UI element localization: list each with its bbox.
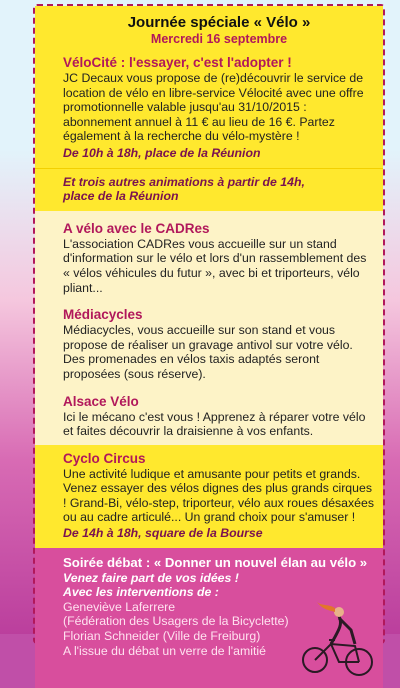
section-intro	[35, 168, 383, 211]
section-cadres	[35, 211, 383, 301]
speaker-name: Florian Schneider (Ville de Freiburg)	[63, 629, 261, 644]
section-schedule: De 10h à 18h, place de la Réunion	[63, 145, 261, 160]
section-schedule: De 14h à 18h, square de la Bourse	[63, 526, 263, 541]
section-mediacycles	[35, 301, 383, 387]
intro-line-1: Et trois autres animations à partir de 14h,	[63, 174, 305, 189]
debat-closing: A l'issue du débat un verre de l'amitié	[63, 643, 266, 658]
section-body: JC Decaux vous propose de (re)découvrir le service de location de vélo en libre-service Vélocité avec une offre promotionnelle valable jusqu'au 31/10/2015 : abonnement annuel à 11 € au lieu de 16 €. Partez également à la recherche du vélo-mystère !	[63, 71, 364, 144]
event-date: Mercredi 16 septembre	[150, 32, 288, 46]
flyer-header	[35, 6, 383, 53]
section-title: Alsace Vélo	[63, 393, 139, 409]
section-title: VéloCité : l'essayer, c'est l'adopter !	[63, 55, 292, 70]
page-title: Journée spéciale « Vélo »	[127, 14, 311, 31]
debat-invite: Venez faire part de vos idées !	[63, 570, 239, 585]
section-body: Médiacycles, vous accueille sur son stand et vous propose de réaliser un gravage antivol sur votre vélo. Des promenades en vélos taxis adaptés seront proposées (sous réserve).	[63, 323, 353, 381]
section-body: Une activité ludique et amusante pour petits et grands. Venez essayer des vélos dignes des plus grands cirques ! Grand-Bi, vélo-step, triporteur, vélo aux roues désaxées ou au cadre articulé... Un grand choix pour s'amuser !	[63, 466, 374, 525]
section-circus	[35, 445, 383, 548]
section-alsace	[35, 388, 383, 445]
section-body: Ici le mécano c'est vous ! Apprenez à réparer votre vélo et faites découvrir la draisienne à vos enfants.	[63, 409, 366, 439]
section-velocite	[35, 53, 383, 168]
intro-line-2: place de la Réunion	[63, 189, 179, 204]
debat-speakers-intro: Avec les interventions de :	[63, 585, 219, 600]
flyer-card	[33, 4, 385, 658]
cyclist-illustration	[299, 600, 379, 680]
section-debat	[35, 548, 383, 688]
speaker-name: Geneviève Laferrere	[63, 599, 176, 614]
section-title: Soirée débat : « Donner un nouvel élan au vélo »	[63, 554, 368, 570]
section-title: Cyclo Circus	[63, 450, 146, 466]
section-title: Médiacycles	[63, 307, 143, 323]
speaker-organisation: (Fédération des Usagers de la Bicyclette)	[63, 614, 289, 629]
section-body: L'association CADRes vous accueille sur un stand d'information sur le vélo et lors d'un rassemblement des « vélos véhicules du futur », avec bi et triporteurs, vélo pliant...	[63, 236, 367, 295]
section-title: A vélo avec le CADRes	[63, 220, 210, 236]
